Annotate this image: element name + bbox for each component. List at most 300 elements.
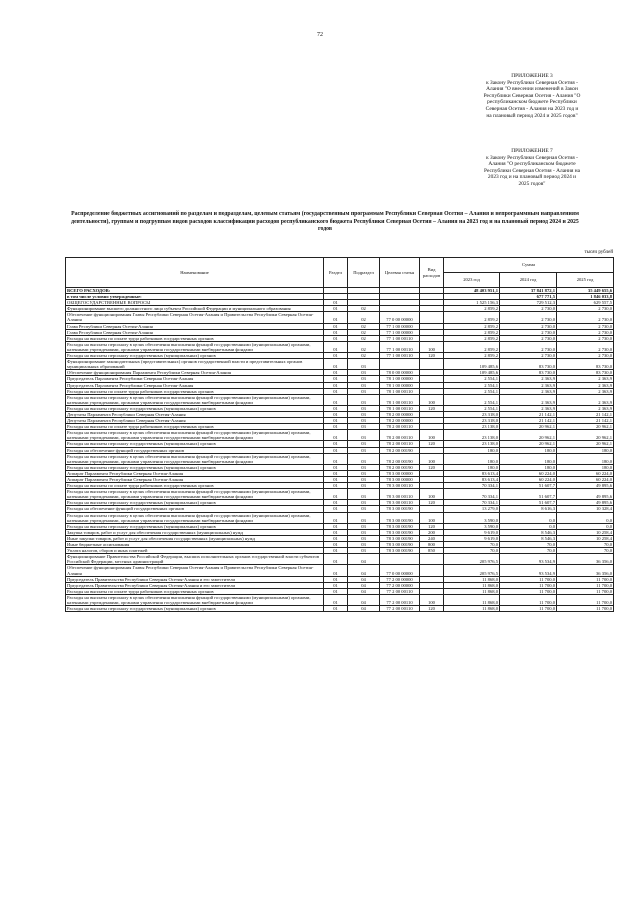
row-name: Расходы на обеспечение функций государственных органов — [66, 506, 324, 512]
row-expense-type: 100 — [420, 341, 444, 352]
row-sum-2023: 2 554,1 — [444, 376, 500, 382]
table-row — [66, 453, 614, 464]
row-sum-2023: 70 334,1 — [444, 483, 500, 489]
col-header-2024: 2024 год — [500, 273, 557, 288]
row-target-article: 77 0 00 00000 — [380, 312, 420, 323]
row-name: Расходы на обеспечение функций государственных органов — [66, 447, 324, 453]
page-number: 72 — [317, 32, 323, 38]
row-razdel: 01 — [324, 411, 348, 417]
row-sum-2025: 2 363,9 — [557, 388, 614, 394]
row-razdel: 01 — [324, 441, 348, 447]
row-razdel: 01 — [324, 582, 348, 588]
row-expense-type: 120 — [420, 405, 444, 411]
row-sum-2024: 2 730,0 — [500, 306, 557, 312]
row-sum-2025: 49 895,6 — [557, 483, 614, 489]
row-sum-2025: 11 700,0 — [557, 576, 614, 582]
row-podrazdel: 03 — [348, 483, 380, 489]
row-target-article: 78 1 00 00110 — [380, 394, 420, 405]
col-header-target-article: Целевая статья — [380, 258, 420, 288]
row-razdel: 01 — [324, 500, 348, 506]
appendix-line: к Закону Республики Северная Осетия - — [486, 154, 578, 161]
row-razdel: 01 — [324, 418, 348, 424]
row-expense-type: 120 — [420, 464, 444, 470]
row-sum-2023: 23 138,0 — [444, 430, 500, 441]
row-sum-2023: 3 590,0 — [444, 523, 500, 529]
row-sum-2025: 2 730,0 — [557, 353, 614, 359]
row-razdel: 01 — [324, 394, 348, 405]
row-sum-2025: 11 700,0 — [557, 594, 614, 605]
row-podrazdel: 03 — [348, 405, 380, 411]
row-podrazdel: 03 — [348, 447, 380, 453]
row-podrazdel: 02 — [348, 323, 380, 329]
row-sum-2025: 2 363,9 — [557, 405, 614, 411]
row-sum-2025: 36 356,0 — [557, 554, 614, 565]
row-sum-2025: 20 962,1 — [557, 424, 614, 430]
row-podrazdel: 03 — [348, 376, 380, 382]
row-sum-2023: 180,0 — [444, 447, 500, 453]
row-razdel: 01 — [324, 382, 348, 388]
row-razdel: 01 — [324, 388, 348, 394]
row-sum-2023: 2 859,2 — [444, 306, 500, 312]
table-row — [66, 606, 614, 612]
row-sum-2023: 2 859,2 — [444, 312, 500, 323]
row-sum-2024: 21 142,1 — [500, 418, 557, 424]
row-name: Председатель Правительства Республики Северная Осетия-Алания и его заместители — [66, 576, 324, 582]
row-sum-2025: 83 730,0 — [557, 370, 614, 376]
appendix-line: 2025 годов" — [518, 180, 546, 187]
row-podrazdel: 04 — [348, 606, 380, 612]
appendix-3-header — [452, 73, 612, 119]
row-razdel: 01 — [324, 529, 348, 535]
row-sum-2023: 83 613,4 — [444, 470, 500, 476]
row-name: Аппарат Парламента Республики Северная Осетия-Алания — [66, 477, 324, 483]
row-name: Функционирование законодательных (представительных) органов государственной власти и представительных органов муниципальных образований — [66, 359, 324, 370]
row-target-article: 77 2 00 00110 — [380, 594, 420, 605]
row-sum-2025: 2 730,0 — [557, 329, 614, 335]
row-expense-type: 100 — [420, 594, 444, 605]
row-razdel: 01 — [324, 483, 348, 489]
row-podrazdel: 03 — [348, 441, 380, 447]
row-name: Расходы на выплаты по оплате труда работников государственных органов — [66, 588, 324, 594]
row-expense-type: 200 — [420, 529, 444, 535]
row-sum-2024: 20 962,1 — [500, 441, 557, 447]
row-sum-2024: 8 546,3 — [500, 529, 557, 535]
row-sum-2024: 677 771,5 — [500, 294, 557, 300]
row-expense-type: 100 — [420, 394, 444, 405]
row-sum-2023: 2 859,2 — [444, 335, 500, 341]
row-sum-2024: 2 363,9 — [500, 394, 557, 405]
row-name: Председатель Правительства Республики Северная Осетия-Алания и его заместители — [66, 582, 324, 588]
row-expense-type: 100 — [420, 489, 444, 500]
row-expense-type — [420, 359, 444, 370]
row-target-article: 78 1 00 00110 — [380, 405, 420, 411]
row-name: Расходы на выплаты персоналу в целях обеспечения выполнения функций государственными (муниципальными) органами, казенными учреждениями, органами управления государственными внебюджетными фондами — [66, 594, 324, 605]
table-row — [66, 594, 614, 605]
row-sum-2024: 2 730,0 — [500, 323, 557, 329]
row-razdel: 01 — [324, 447, 348, 453]
row-podrazdel: 03 — [348, 523, 380, 529]
row-razdel: 01 — [324, 512, 348, 523]
row-target-article: 78 2 00 00190 — [380, 447, 420, 453]
table-row — [66, 554, 614, 565]
row-sum-2025: 20 962,1 — [557, 430, 614, 441]
row-razdel: 01 — [324, 353, 348, 359]
row-sum-2023: 180,0 — [444, 453, 500, 464]
appendix-line: 2023 год и на плановый период 2024 и — [487, 174, 577, 181]
row-podrazdel: 03 — [348, 512, 380, 523]
row-expense-type — [420, 565, 444, 576]
row-sum-2025: 180,0 — [557, 447, 614, 453]
table-row — [66, 359, 614, 370]
row-sum-2025: 2 363,9 — [557, 382, 614, 388]
row-sum-2023: 11 868,0 — [444, 582, 500, 588]
row-name: в том числе условно утвержденные: — [66, 294, 324, 300]
row-expense-type: 240 — [420, 535, 444, 541]
row-sum-2024: 51 607,7 — [500, 489, 557, 500]
row-target-article: 78 3 00 00110 — [380, 489, 420, 500]
row-sum-2024: 2 730,0 — [500, 335, 557, 341]
row-sum-2023: 180,0 — [444, 464, 500, 470]
row-sum-2025: 35 449 655,6 — [557, 288, 614, 294]
row-podrazdel: 03 — [348, 359, 380, 370]
row-sum-2023: 1 525 156,3 — [444, 300, 500, 306]
row-name: Закупка товаров, работ и услуг для обеспечения государственных (муниципальных) нужд — [66, 529, 324, 535]
row-name: Иные закупки товаров, работ и услуг для обеспечения государственных (муниципальных) нужд — [66, 535, 324, 541]
row-target-article: 78 2 00 00110 — [380, 441, 420, 447]
row-razdel: 01 — [324, 470, 348, 476]
row-sum-2025: 2 730,0 — [557, 306, 614, 312]
row-sum-2023: 11 868,0 — [444, 576, 500, 582]
row-name: Расходы на выплаты по оплате труда работников государственных органов — [66, 483, 324, 489]
row-sum-2023: 70 334,1 — [444, 489, 500, 500]
row-sum-2025: 20 962,1 — [557, 441, 614, 447]
row-sum-2025: 2 730,0 — [557, 323, 614, 329]
document-title: Распределение бюджетных ассигнований по разделам и подразделам, целевым статьям (государственным программам Республики Северная Осетия – Алания и непрограммным направлениям деятельности), группам и подгруппам видов расходов классификации расходов республиканского бюджета Республики Северная Осетия – Алания на 2023 год и на плановый период 2024 и 2025 годов — [71, 211, 579, 233]
table-row — [66, 512, 614, 523]
row-razdel: 01 — [324, 477, 348, 483]
row-target-article: 77 1 00 00000 — [380, 323, 420, 329]
row-target-article: 78 3 00 00190 — [380, 506, 420, 512]
row-sum-2023: 23 138,0 — [444, 424, 500, 430]
row-podrazdel: 04 — [348, 576, 380, 582]
row-sum-2023: 13 279,0 — [444, 506, 500, 512]
row-target-article: 78 3 00 00110 — [380, 483, 420, 489]
row-razdel: 01 — [324, 506, 348, 512]
row-podrazdel: 03 — [348, 489, 380, 500]
row-podrazdel: 02 — [348, 353, 380, 359]
row-name: Обеспечение функционирования Парламента Республики Северная Осетия-Алания — [66, 370, 324, 376]
table-row — [66, 489, 614, 500]
row-podrazdel: 04 — [348, 594, 380, 605]
row-name: Уплата налогов, сборов и иных платежей — [66, 548, 324, 554]
row-sum-2024: 2 730,0 — [500, 353, 557, 359]
row-target-article: 78 0 00 00000 — [380, 370, 420, 376]
row-sum-2025: 2 363,9 — [557, 394, 614, 405]
row-sum-2023: 205 976,5 — [444, 554, 500, 565]
appendix-line: Алания "О республиканском бюджете — [488, 161, 576, 168]
row-podrazdel: 03 — [348, 370, 380, 376]
row-sum-2025: 2 363,9 — [557, 376, 614, 382]
row-sum-2025: 49 895,6 — [557, 500, 614, 506]
appendix-line: ПРИЛОЖЕНИЕ 3 — [511, 73, 553, 79]
row-sum-2025: 1 846 033,8 — [557, 294, 614, 300]
row-sum-2025: 0,0 — [557, 523, 614, 529]
row-sum-2024: 37 841 872,1 — [500, 288, 557, 294]
row-target-article — [380, 359, 420, 370]
appendix-line: Северная Осетия - Алания на 2023 год и — [485, 105, 579, 112]
row-target-article: 78 3 00 00190 — [380, 548, 420, 554]
row-target-article: 77 2 00 00000 — [380, 582, 420, 588]
col-header-expense-type: Вид расходов — [420, 258, 444, 288]
row-sum-2024: 60 224,0 — [500, 470, 557, 476]
row-podrazdel: 03 — [348, 529, 380, 535]
row-razdel: 01 — [324, 588, 348, 594]
row-name: Расходы на выплаты персоналу государственных (муниципальных) органов — [66, 353, 324, 359]
row-sum-2023: 23 138,0 — [444, 441, 500, 447]
row-sum-2024: 21 142,1 — [500, 411, 557, 417]
row-name: Расходы на выплаты персоналу в целях обеспечения выполнения функций государственными (муниципальными) органами, казенными учреждениями, органами управления государственными внебюджетными фондами — [66, 341, 324, 352]
row-expense-type: 120 — [420, 441, 444, 447]
row-sum-2024: 2 730,0 — [500, 312, 557, 323]
appendix-line: республиканском бюджете Республики — [487, 99, 577, 106]
row-razdel: 01 — [324, 300, 348, 306]
row-podrazdel: 04 — [348, 582, 380, 588]
row-sum-2025: 21 142,1 — [557, 411, 614, 417]
row-razdel: 01 — [324, 306, 348, 312]
budget-table-body — [66, 288, 614, 612]
table-row — [66, 341, 614, 352]
row-sum-2025: 2 730,0 — [557, 335, 614, 341]
row-podrazdel: 02 — [348, 341, 380, 352]
row-sum-2023: 70,0 — [444, 542, 500, 548]
appendix-7-header — [452, 148, 612, 188]
row-name: Иные бюджетные ассигнования — [66, 542, 324, 548]
row-podrazdel: 03 — [348, 388, 380, 394]
row-expense-type: 120 — [420, 500, 444, 506]
table-row — [66, 430, 614, 441]
row-sum-2025: 60 224,0 — [557, 477, 614, 483]
row-expense-type — [420, 554, 444, 565]
row-sum-2024: 2 363,9 — [500, 405, 557, 411]
row-sum-2025: 83 730,0 — [557, 359, 614, 370]
row-sum-2023: 3 590,0 — [444, 512, 500, 523]
row-podrazdel: 03 — [348, 394, 380, 405]
row-podrazdel: 03 — [348, 470, 380, 476]
row-sum-2023: 2 859,2 — [444, 329, 500, 335]
row-razdel: 01 — [324, 359, 348, 370]
row-name: Председатель Парламента Республики Северная Осетия-Алания — [66, 376, 324, 382]
row-sum-2025: 11 700,0 — [557, 606, 614, 612]
row-sum-2024: 8 616,3 — [500, 506, 557, 512]
row-podrazdel: 03 — [348, 453, 380, 464]
row-sum-2024: 60 224,0 — [500, 477, 557, 483]
row-sum-2024: 11 700,0 — [500, 576, 557, 582]
row-podrazdel: 03 — [348, 500, 380, 506]
row-razdel: 01 — [324, 453, 348, 464]
row-sum-2023: 2 554,1 — [444, 388, 500, 394]
row-razdel: 01 — [324, 542, 348, 548]
row-name: ВСЕГО РАСХОДОВ: — [66, 288, 324, 294]
row-sum-2023: 70,0 — [444, 548, 500, 554]
row-razdel: 01 — [324, 606, 348, 612]
row-podrazdel: 03 — [348, 424, 380, 430]
row-podrazdel: 02 — [348, 329, 380, 335]
row-name: Расходы на выплаты персоналу государственных (муниципальных) органов — [66, 523, 324, 529]
row-name: Аппарат Парламента Республики Северная Осетия-Алания — [66, 470, 324, 476]
row-sum-2024: 93 534,9 — [500, 554, 557, 565]
row-sum-2025: 11 700,0 — [557, 582, 614, 588]
col-header-razdel: Раздел — [324, 258, 348, 288]
row-podrazdel: 02 — [348, 335, 380, 341]
row-sum-2025: 0,0 — [557, 512, 614, 523]
row-target-article: 78 2 00 00000 — [380, 411, 420, 417]
table-row — [66, 312, 614, 323]
row-target-article: 77 2 00 00110 — [380, 588, 420, 594]
row-sum-2023: 205 976,5 — [444, 565, 500, 576]
row-name: Председатель Парламента Республики Северная Осетия-Алания — [66, 382, 324, 388]
row-razdel: 01 — [324, 341, 348, 352]
row-target-article: 77 0 00 00000 — [380, 565, 420, 576]
row-razdel: 01 — [324, 464, 348, 470]
row-sum-2025: 36 356,0 — [557, 565, 614, 576]
row-razdel: 01 — [324, 489, 348, 500]
row-sum-2023: 23 318,0 — [444, 411, 500, 417]
row-name: Обеспечение функционирования Главы Республики Северная Осетия-Алания и Правительства Республики Северная Осетия-Алания — [66, 565, 324, 576]
row-podrazdel: 02 — [348, 306, 380, 312]
row-target-article: 77 1 00 00110 — [380, 341, 420, 352]
row-sum-2024: 83 730,0 — [500, 359, 557, 370]
row-name: Расходы на выплаты персоналу государственных (муниципальных) органов — [66, 405, 324, 411]
row-expense-type: 100 — [420, 512, 444, 523]
row-sum-2023: 2 859,2 — [444, 323, 500, 329]
row-name: Расходы на выплаты персоналу государственных (муниципальных) органов — [66, 441, 324, 447]
row-sum-2025: 180,0 — [557, 453, 614, 464]
row-razdel: 01 — [324, 370, 348, 376]
row-sum-2023: 2 554,1 — [444, 394, 500, 405]
row-name: Функционирование Правительства Российской Федерации, высших исполнительных органов государственной власти субъектов Российской Федерации, местных администраций — [66, 554, 324, 565]
row-sum-2023: 83 613,4 — [444, 477, 500, 483]
row-sum-2024: 180,0 — [500, 464, 557, 470]
row-sum-2024: 2 363,9 — [500, 376, 557, 382]
row-target-article: 78 1 00 00000 — [380, 382, 420, 388]
appendix-line: ПРИЛОЖЕНИЕ 7 — [511, 148, 553, 154]
appendix-line: Алания "О внесении изменений в Закон — [486, 86, 578, 93]
row-expense-type: 850 — [420, 548, 444, 554]
row-name: Расходы на выплаты персоналу в целях обеспечения выполнения функций государственными (муниципальными) органами, казенными учреждениями, органами управления государственными внебюджетными фондами — [66, 512, 324, 523]
row-name: Расходы на выплаты персоналу в целях обеспечения выполнения функций государственными (муниципальными) органами, казенными учреждениями, органами управления государственными внебюджетными фондами — [66, 394, 324, 405]
units-label: тысяч рублей — [584, 250, 613, 255]
row-sum-2024: 93 534,9 — [500, 565, 557, 576]
row-target-article: 78 1 00 00110 — [380, 388, 420, 394]
row-sum-2024: 0,0 — [500, 512, 557, 523]
row-sum-2024: 180,0 — [500, 453, 557, 464]
appendix-line: к Закону Республики Северная Осетия - — [486, 79, 578, 86]
row-razdel: 01 — [324, 323, 348, 329]
row-podrazdel: 04 — [348, 565, 380, 576]
row-podrazdel: 03 — [348, 548, 380, 554]
row-expense-type: 120 — [420, 523, 444, 529]
row-podrazdel: 02 — [348, 312, 380, 323]
row-razdel: 01 — [324, 576, 348, 582]
row-sum-2023: 70 334,1 — [444, 500, 500, 506]
row-target-article: 78 3 00 00190 — [380, 529, 420, 535]
row-name: Глава Республики Северная Осетия-Алания — [66, 323, 324, 329]
appendix-line: на плановый период 2024 и 2025 годов" — [486, 112, 578, 119]
row-sum-2023: 109 485,6 — [444, 370, 500, 376]
row-name: ОБЩЕГОСУДАРСТВЕННЫЕ ВОПРОСЫ — [66, 300, 324, 306]
row-sum-2025: 70,0 — [557, 548, 614, 554]
row-sum-2024: 729 512,3 — [500, 300, 557, 306]
col-header-2023: 2023 год — [444, 273, 500, 288]
table-row — [66, 394, 614, 405]
row-expense-type — [420, 312, 444, 323]
row-sum-2024: 51 607,7 — [500, 483, 557, 489]
row-sum-2025: 10 328,4 — [557, 506, 614, 512]
row-target-article: 78 1 00 00000 — [380, 376, 420, 382]
row-razdel: 01 — [324, 430, 348, 441]
row-razdel: 01 — [324, 424, 348, 430]
row-target-article: 77 1 00 00110 — [380, 353, 420, 359]
row-sum-2025: 11 700,0 — [557, 588, 614, 594]
row-sum-2023: 23 318,0 — [444, 418, 500, 424]
row-podrazdel: 03 — [348, 418, 380, 424]
row-sum-2024: 70,0 — [500, 542, 557, 548]
table-row — [66, 565, 614, 576]
row-podrazdel: 04 — [348, 554, 380, 565]
row-sum-2024: 11 700,0 — [500, 606, 557, 612]
row-sum-2025: 180,0 — [557, 464, 614, 470]
row-sum-2024: 11 700,0 — [500, 582, 557, 588]
row-sum-2023: 9 619,0 — [444, 535, 500, 541]
row-sum-2024: 2 730,0 — [500, 329, 557, 335]
row-sum-2025: 629 557,5 — [557, 300, 614, 306]
row-razdel: 01 — [324, 329, 348, 335]
row-sum-2024: 0,0 — [500, 523, 557, 529]
row-target-article: 77 1 00 00000 — [380, 329, 420, 335]
row-target-article: 77 1 00 00110 — [380, 335, 420, 341]
row-target-article: 78 3 00 00110 — [380, 500, 420, 506]
row-sum-2024: 2 730,0 — [500, 341, 557, 352]
row-sum-2025: 60 224,0 — [557, 470, 614, 476]
row-sum-2024: 51 607,7 — [500, 500, 557, 506]
row-podrazdel: 03 — [348, 411, 380, 417]
row-target-article: 78 3 00 00000 — [380, 470, 420, 476]
row-sum-2023: 2 859,2 — [444, 341, 500, 352]
row-razdel: 01 — [324, 523, 348, 529]
row-sum-2025: 10 258,4 — [557, 535, 614, 541]
row-sum-2025: 2 730,0 — [557, 341, 614, 352]
row-sum-2024: 20 962,1 — [500, 424, 557, 430]
row-sum-2023: 2 554,1 — [444, 405, 500, 411]
row-podrazdel: 04 — [348, 588, 380, 594]
row-expense-type: 800 — [420, 542, 444, 548]
row-name: Расходы на выплаты персоналу в целях обеспечения выполнения функций государственными (муниципальными) органами, казенными учреждениями, органами управления государственными внебюджетными фондами — [66, 453, 324, 464]
row-sum-2025: 2 730,0 — [557, 312, 614, 323]
row-expense-type: 100 — [420, 430, 444, 441]
row-sum-2024: 70,0 — [500, 548, 557, 554]
row-name: Расходы на выплаты персоналу государственных (муниципальных) органов — [66, 464, 324, 470]
row-expense-type: 100 — [420, 453, 444, 464]
row-sum-2023: 109 485,6 — [444, 359, 500, 370]
budget-table — [65, 257, 614, 612]
row-target-article: 77 2 00 00000 — [380, 576, 420, 582]
row-podrazdel: 03 — [348, 382, 380, 388]
row-sum-2023: 11 868,0 — [444, 594, 500, 605]
col-header-summa: Сумма — [444, 258, 614, 273]
row-target-article: 78 3 00 00000 — [380, 477, 420, 483]
row-sum-2024: 8 546,3 — [500, 535, 557, 541]
row-target-article: 78 2 00 00000 — [380, 418, 420, 424]
